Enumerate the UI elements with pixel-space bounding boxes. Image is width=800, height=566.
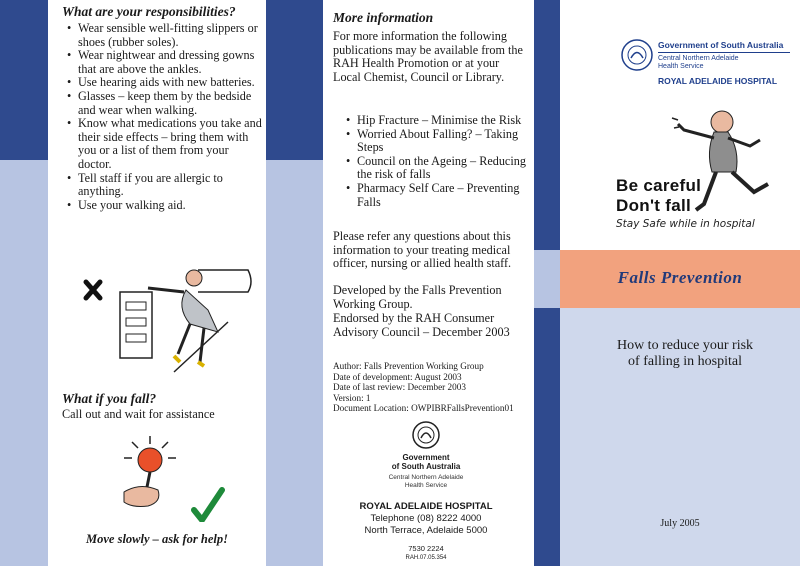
- left-light-stripe: [0, 160, 48, 566]
- right-navy-stripe-bottom: [534, 308, 560, 566]
- cover-gov-name: Government of South Australia: [658, 40, 784, 50]
- list-item: • Pharmacy Self Care – Preventing Falls: [357, 182, 537, 209]
- gov-name: [363, 453, 489, 471]
- slogan-line-2: Don't fall: [616, 196, 692, 215]
- list-item: • Wear sensible well-fitting slippers or shoes (rubber soles).: [78, 22, 264, 49]
- reference-code: RAH.07.05.354: [405, 555, 447, 561]
- hospital-phone: Telephone (08) 8222 4000: [370, 513, 482, 524]
- meta-line: Date of development: August 2003: [333, 371, 462, 382]
- list-item: • Tell staff if you are allergic to anything.: [78, 172, 264, 199]
- service-line: Central Northern Adelaide: [658, 55, 739, 62]
- list-item: • Worried About Falling? – Taking Steps: [357, 128, 537, 155]
- list-item: • Wear nightwear and dressing gowns that are above the ankles.: [78, 49, 264, 76]
- meta-line: Document Location: OWPIBRFallsPrevention01: [333, 403, 514, 414]
- responsibilities-heading: What are your responsibilities?: [62, 4, 236, 19]
- banner-title: Falls Prevention: [617, 268, 743, 287]
- list-item: • Know what medications you take and their side effects – bring them with you or a list of them from your doctor.: [78, 117, 264, 171]
- government-crest-icon: [620, 38, 654, 72]
- responsibilities-list: [66, 22, 264, 212]
- cover-panel: [560, 0, 800, 566]
- hospital-address: North Terrace, Adelaide 5000: [364, 525, 488, 536]
- more-info-intro: For more information the following publications may be available from the RAH Health Promotion or at your Local Chemist, Council or Library.: [333, 29, 523, 84]
- service-line: Central Northern Adelaide: [388, 474, 464, 481]
- endorsed-text: Endorsed by the RAH Consumer Advisory Council – December 2003: [333, 311, 510, 339]
- bed-fall-illustration: [78, 262, 253, 382]
- list-item: • Hip Fracture – Minimise the Risk: [357, 114, 537, 128]
- middle-light-stripe: [266, 160, 323, 566]
- cover-divider: [658, 52, 790, 53]
- gov-line: of South Australia: [391, 462, 461, 471]
- gov-line: Government: [402, 453, 450, 462]
- developed-text: Developed by the Falls Prevention Working Group.: [333, 283, 502, 311]
- service-line: Health Service: [658, 63, 704, 70]
- right-navy-stripe-top: [534, 0, 560, 250]
- service-line: Health Service: [404, 481, 448, 489]
- document-meta: [333, 361, 528, 414]
- list-item: • Use your walking aid.: [78, 199, 264, 213]
- cover-service-name: [658, 55, 739, 71]
- hospital-name: ROYAL ADELAIDE HOSPITAL: [359, 501, 493, 512]
- cover-subtitle: How to reduce your risk of falling in hospital: [616, 338, 754, 369]
- left-navy-stripe: [0, 0, 48, 160]
- more-info-heading: More information: [333, 10, 434, 25]
- fall-heading: What if you fall?: [62, 391, 157, 406]
- government-crest-icon: [411, 420, 441, 450]
- more-info-panel: [323, 0, 528, 566]
- meta-line: Version: 1: [333, 392, 371, 403]
- tagline: Stay Safe while in hospital: [616, 218, 755, 230]
- list-item: • Use hearing aids with new batteries.: [78, 76, 264, 90]
- publications-list: [345, 114, 537, 209]
- responsibilities-panel: [48, 0, 260, 566]
- footer-slogan: Move slowly – ask for help!: [86, 532, 229, 546]
- questions-text: Please refer any questions about this information to your treating medical officer, nursing or allied health staff.: [333, 229, 512, 271]
- cover-hospital-name: ROYAL ADELAIDE HOSPITAL: [658, 76, 778, 86]
- slogan-line-1: Be careful: [616, 176, 702, 195]
- fall-text: Call out and wait for assistance: [62, 407, 215, 421]
- middle-navy-stripe: [266, 0, 323, 160]
- service-name: [363, 474, 489, 489]
- cover-date: July 2005: [660, 518, 700, 529]
- call-button-illustration: [110, 432, 240, 522]
- meta-line: Author: Falls Prevention Working Group: [333, 361, 484, 371]
- list-item: • Glasses – keep them by the bedside and wear when walking.: [78, 90, 264, 117]
- right-light-stripe: [534, 250, 560, 308]
- meta-line: Date of last review: December 2003: [333, 382, 466, 393]
- list-item: • Council on the Ageing – Reducing the risk of falls: [357, 155, 537, 182]
- print-code: 7530 2224: [408, 544, 444, 553]
